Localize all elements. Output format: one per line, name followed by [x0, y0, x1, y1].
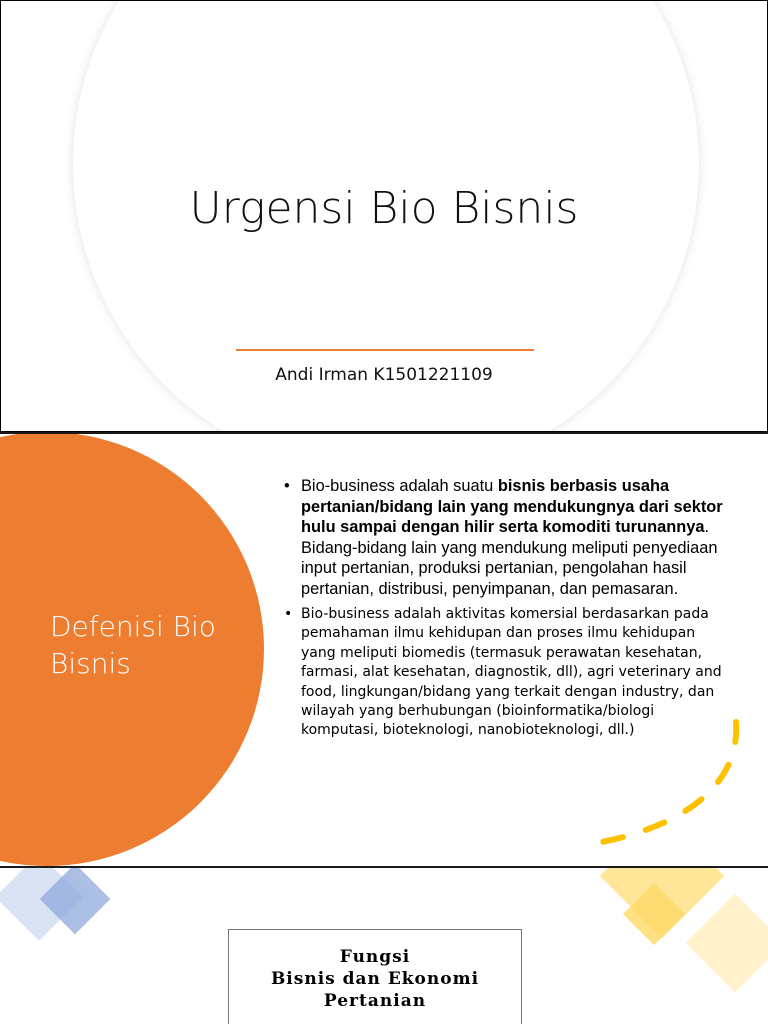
- slide-function[interactable]: [0, 868, 768, 1024]
- definition-list: [284, 476, 724, 741]
- bullet-text-bold: bisnis berbasis usaha pertanian/bidang lain yang mendukungnya dari sektor hulu sampai dengan hilir serta komoditi turunannya: [301, 477, 723, 536]
- bullet-icon: •: [284, 477, 290, 495]
- author-line: Andi Irman K1501221109: [275, 365, 493, 385]
- function-title-line: Fungsi: [339, 947, 411, 967]
- definition-heading: Defenisi Bio Bisnis: [50, 610, 216, 680]
- bullet-text: Bio-business adalah aktivitas komersial berdasarkan pada pemahaman ilmu kehidupan dan proses ilmu kehidupan yang meliputi biomedis (termasuk perawatan kesehatan, farmasi, alat kesehatan, diagnostik, dll), agri veterinary and food, lingkungan/bidang yang terkait dengan industry, dan wilayah yang berhubungan (bioinformatika/biologi komputasi, bioteknologi, nanobioteknologi, dll.): [301, 606, 722, 739]
- accent-divider: [236, 349, 534, 351]
- function-title-box: [228, 929, 522, 1024]
- slide-title-heading: Urgensi Bio Bisnis: [189, 183, 579, 234]
- slide-definition[interactable]: [0, 434, 768, 866]
- bullet-text-end: . Bidang-bidang lain yang mendukung meliputi penyediaan input pertanian, produksi pertanian, pengolahan hasil pertanian, distribusi, penyimpanan, dan pemasaran.: [301, 518, 718, 598]
- function-title-line: Bisnis dan Ekonomi: [270, 969, 480, 989]
- list-item: [284, 476, 724, 599]
- dashed-arc-decoration: [590, 714, 750, 854]
- yellow-diamond-decoration: [686, 894, 768, 993]
- function-title-line: Pertanian: [323, 991, 427, 1011]
- slide-title[interactable]: [0, 0, 768, 432]
- bullet-text-start: Bio-business adalah suatu: [301, 477, 498, 495]
- bullet-icon: •: [284, 606, 293, 622]
